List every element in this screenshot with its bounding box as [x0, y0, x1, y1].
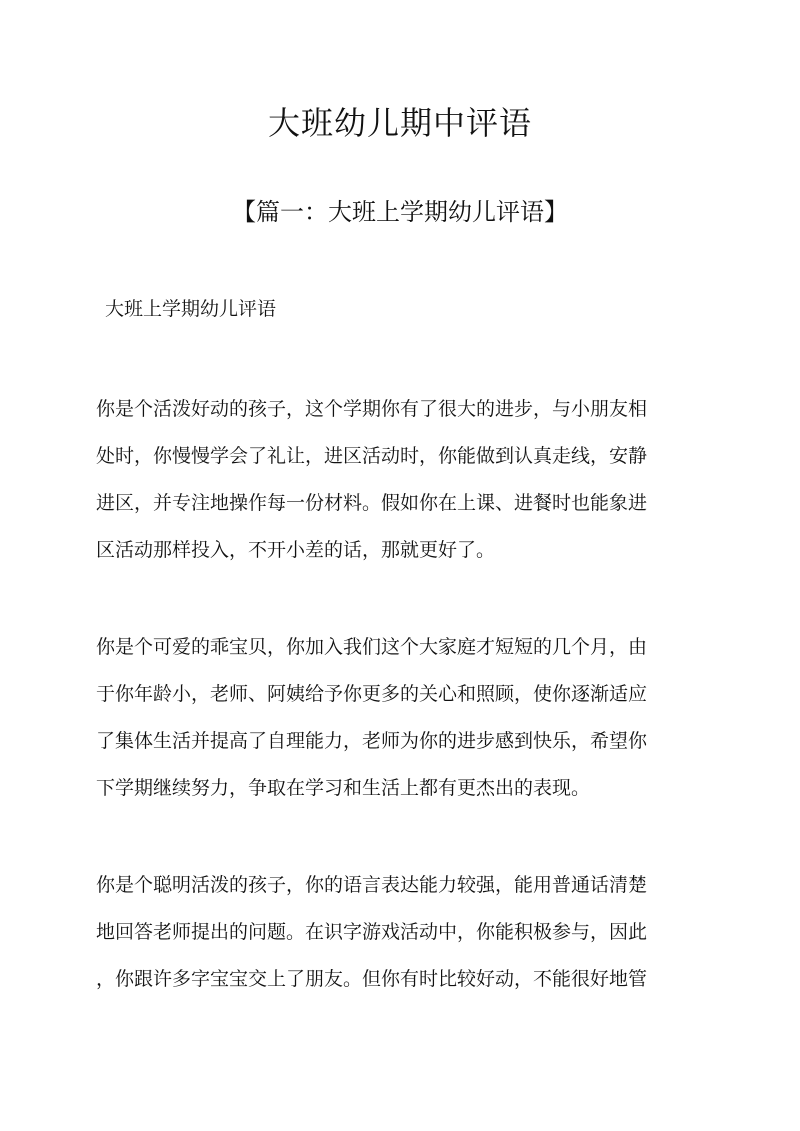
- paragraph-line: 于你年龄小，老师、阿姨给予你更多的关心和照顾，使你逐渐适应: [96, 683, 648, 705]
- paragraph-line: 你是个活泼好动的孩子，这个学期你有了很大的进步，与小朋友相: [96, 398, 648, 420]
- paragraph-3: [96, 862, 696, 1003]
- document-subtitle: 【篇一：大班上学期幼儿评语】: [232, 198, 568, 226]
- section-heading: 大班上学期幼儿评语: [105, 298, 277, 320]
- document-title: 大班幼儿期中评语: [267, 104, 532, 142]
- paragraph-line: 地回答老师提出的问题。在识字游戏活动中，你能积极参与，因此: [96, 921, 648, 943]
- paragraph-line: 你是个可爱的乖宝贝，你加入我们这个大家庭才短短的几个月，由: [96, 636, 648, 658]
- paragraph-1: [96, 386, 696, 574]
- paragraph-line: 进区，并专注地操作每一份材料。假如你在上课、进餐时也能象进: [96, 492, 648, 514]
- paragraph-line: 处时，你慢慢学会了礼让，进区活动时，你能做到认真走线，安静: [96, 445, 648, 467]
- paragraph-2: [96, 624, 696, 812]
- paragraph-line: 下学期继续努力，争取在学习和生活上都有更杰出的表现。: [96, 777, 591, 799]
- paragraph-line: ，你跟许多字宝宝交上了朋友。但你有时比较好动，不能很好地管: [96, 968, 648, 990]
- paragraph-line: 了集体生活并提高了自理能力，老师为你的进步感到快乐，希望你: [96, 730, 648, 752]
- paragraph-line: 你是个聪明活泼的孩子，你的语言表达能力较强，能用普通话清楚: [96, 874, 648, 896]
- paragraph-line: 区活动那样投入，不开小差的话，那就更好了。: [96, 539, 496, 561]
